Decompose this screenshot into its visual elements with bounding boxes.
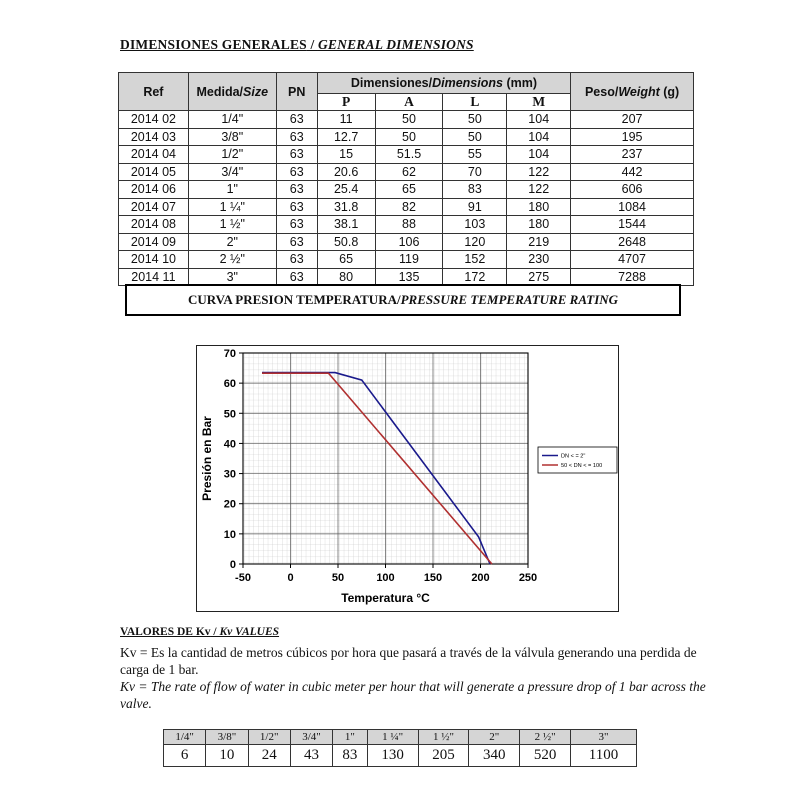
table-cell: 1/2" (188, 146, 276, 164)
col-header-size: Medida/Size (188, 73, 276, 111)
col-header-weight: Peso/Weight (g) (571, 73, 694, 111)
table-cell: 63 (276, 128, 317, 146)
table-cell: 340 (469, 745, 520, 767)
table-cell: 50 (375, 128, 443, 146)
table-cell: 55 (443, 146, 507, 164)
table-cell: 63 (276, 233, 317, 251)
table-cell: 65 (317, 251, 375, 269)
table-cell: 2014 08 (119, 216, 189, 234)
table-cell: 1 ¼" (188, 198, 276, 216)
table-cell: 63 (276, 181, 317, 199)
table-row (119, 198, 694, 216)
table-cell: 103 (443, 216, 507, 234)
table-cell: 230 (507, 251, 571, 269)
table-cell: 606 (571, 181, 694, 199)
table-cell: 80 (317, 268, 375, 286)
title-separator: / (306, 37, 318, 52)
x-tick-label: 250 (518, 572, 538, 584)
table-cell: 172 (443, 268, 507, 286)
table-cell: 1100 (571, 745, 637, 767)
y-tick-label: 20 (223, 498, 236, 511)
table-cell: 122 (507, 181, 571, 199)
table-cell: 7288 (571, 268, 694, 286)
table-cell: 1/4" (188, 111, 276, 129)
kv-title-es: VALORES DE Kv (120, 626, 211, 638)
y-tick-label: 0 (229, 559, 236, 571)
table-cell: 25.4 (317, 181, 375, 199)
table-cell: 1" (188, 181, 276, 199)
x-tick-label: 150 (423, 572, 443, 584)
col-header-p: P (317, 94, 375, 111)
table-cell: 4707 (571, 251, 694, 269)
kv-values-table (163, 729, 637, 767)
x-axis-title: Temperatura °C (341, 591, 430, 605)
col-header-l: L (443, 94, 507, 111)
table-cell: 50.8 (317, 233, 375, 251)
chart-canvas (197, 346, 618, 611)
table-cell: 70 (443, 163, 507, 181)
x-tick-label: 200 (471, 572, 490, 584)
legend-label: 50 < DN < = 100 (561, 463, 603, 469)
table-cell: 50 (375, 111, 443, 129)
table-cell: 1 ¼" (367, 730, 418, 745)
table-cell: 106 (375, 233, 443, 251)
table-cell: 135 (375, 268, 443, 286)
table-cell: 63 (276, 163, 317, 181)
legend-label: DN < = 2" (561, 453, 586, 460)
table-cell: 65 (375, 181, 443, 199)
col-header-a: A (375, 94, 443, 111)
table-cell: 2014 05 (119, 163, 189, 181)
table-cell: 1/4" (164, 730, 206, 745)
table-cell: 82 (375, 198, 443, 216)
table-cell: 6 (164, 745, 206, 767)
table-cell: 219 (507, 233, 571, 251)
table-cell: 24 (248, 745, 290, 767)
table-cell: 2" (188, 233, 276, 251)
table-cell: 63 (276, 251, 317, 269)
table-cell: 1544 (571, 216, 694, 234)
table-cell: 1 ½" (188, 216, 276, 234)
table-cell: 195 (571, 128, 694, 146)
x-tick-label: 100 (376, 572, 395, 584)
table-cell: 180 (507, 198, 571, 216)
y-tick-label: 40 (223, 438, 236, 451)
table-cell: 205 (418, 745, 469, 767)
table-cell: 207 (571, 111, 694, 129)
table-cell: 1084 (571, 198, 694, 216)
table-cell: 63 (276, 111, 317, 129)
col-header-dimensions: Dimensiones/Dimensions (mm) (317, 73, 571, 94)
table-cell: 275 (507, 268, 571, 286)
y-tick-label: 60 (223, 378, 236, 391)
table-cell: 11 (317, 111, 375, 129)
header-row (119, 73, 694, 94)
table-cell: 15 (317, 146, 375, 164)
table-cell: 3" (188, 268, 276, 286)
table-cell: 3/8" (206, 730, 248, 745)
x-tick-label: 50 (331, 572, 345, 584)
y-tick-label: 30 (223, 468, 236, 481)
table-cell: 63 (276, 268, 317, 286)
table-cell: 2014 09 (119, 233, 189, 251)
x-tick-label: -50 (235, 572, 251, 584)
title-es: DIMENSIONES GENERALES (120, 37, 307, 52)
dimensions-table (118, 72, 694, 286)
kv-separator: / (210, 626, 220, 638)
table-cell: 38.1 (317, 216, 375, 234)
table-cell: 130 (367, 745, 418, 767)
table-row (119, 146, 694, 164)
table-cell: 1" (333, 730, 368, 745)
table-cell: 63 (276, 198, 317, 216)
kv-description-es: Kv = Es la cantidad de metros cúbicos por hora que pasará a través de la válvula generando una perdida de carga de 1 bar. (120, 645, 697, 677)
col-header-ref: Ref (119, 73, 189, 111)
table-cell: 3" (571, 730, 637, 745)
table-cell: 91 (443, 198, 507, 216)
table-cell: 12.7 (317, 128, 375, 146)
table-cell: 180 (507, 216, 571, 234)
table-cell: 2014 06 (119, 181, 189, 199)
table-cell: 83 (443, 181, 507, 199)
table-cell: 50 (443, 111, 507, 129)
table-cell: 2" (469, 730, 520, 745)
table-cell: 43 (290, 745, 332, 767)
y-tick-label: 50 (223, 408, 236, 421)
table-row (119, 233, 694, 251)
table-cell: 63 (276, 146, 317, 164)
table-cell: 520 (520, 745, 571, 767)
chart-legend (538, 447, 617, 473)
col-header-m: M (507, 94, 571, 111)
table-cell: 83 (333, 745, 368, 767)
table-cell: 237 (571, 146, 694, 164)
kv-description-en: Kv = The rate of flow of water in cubic meter per hour that will generate a pressure drop of 1 bar across the valve. (120, 679, 706, 711)
pressure-temperature-chart (196, 345, 619, 612)
col-header-pn: PN (276, 73, 317, 111)
x-tick-label: 0 (287, 572, 294, 584)
table-cell: 50 (443, 128, 507, 146)
table-cell: 120 (443, 233, 507, 251)
table-cell: 3/8" (188, 128, 276, 146)
table-row (119, 216, 694, 234)
table-cell: 442 (571, 163, 694, 181)
table-row (119, 181, 694, 199)
table-row (164, 730, 637, 745)
y-tick-label: 70 (223, 348, 236, 360)
table-row (119, 111, 694, 129)
table-cell: 2 ½" (520, 730, 571, 745)
table-row (164, 745, 637, 767)
table-cell: 62 (375, 163, 443, 181)
title-en: GENERAL DIMENSIONS (317, 37, 474, 52)
ptr-separator: / (396, 292, 401, 307)
table-cell: 152 (443, 251, 507, 269)
table-cell: 2 ½" (188, 251, 276, 269)
ptr-title-es: CURVA PRESION TEMPERATURA (187, 292, 397, 307)
table-cell: 10 (206, 745, 248, 767)
table-row (119, 251, 694, 269)
table-row (119, 268, 694, 286)
table-cell: 2014 07 (119, 198, 189, 216)
table-cell: 63 (276, 216, 317, 234)
y-axis-title: Presión en Bar (200, 416, 214, 501)
table-cell: 122 (507, 163, 571, 181)
table-cell: 2014 02 (119, 111, 189, 129)
table-cell: 119 (375, 251, 443, 269)
kv-values-title (120, 626, 279, 638)
table-cell: 3/4" (188, 163, 276, 181)
table-cell: 2014 11 (119, 268, 189, 286)
table-cell: 88 (375, 216, 443, 234)
table-cell: 104 (507, 146, 571, 164)
table-cell: 31.8 (317, 198, 375, 216)
table-cell: 1 ½" (418, 730, 469, 745)
table-cell: 1/2" (248, 730, 290, 745)
table-cell: 20.6 (317, 163, 375, 181)
ptr-title-en: PRESSURE TEMPERATURE RATING (400, 292, 619, 307)
table-cell: 2648 (571, 233, 694, 251)
table-cell: 104 (507, 128, 571, 146)
pressure-temperature-heading (125, 284, 681, 316)
table-cell: 2014 10 (119, 251, 189, 269)
table-cell: 3/4" (290, 730, 332, 745)
kv-title-en: Kv VALUES (219, 626, 280, 638)
table-cell: 2014 03 (119, 128, 189, 146)
table-cell: 2014 04 (119, 146, 189, 164)
table-cell: 51.5 (375, 146, 443, 164)
table-row (119, 163, 694, 181)
table-row (119, 128, 694, 146)
kv-description (120, 644, 710, 712)
y-tick-label: 10 (223, 528, 236, 541)
general-dimensions-title (120, 37, 474, 53)
table-cell: 104 (507, 111, 571, 129)
